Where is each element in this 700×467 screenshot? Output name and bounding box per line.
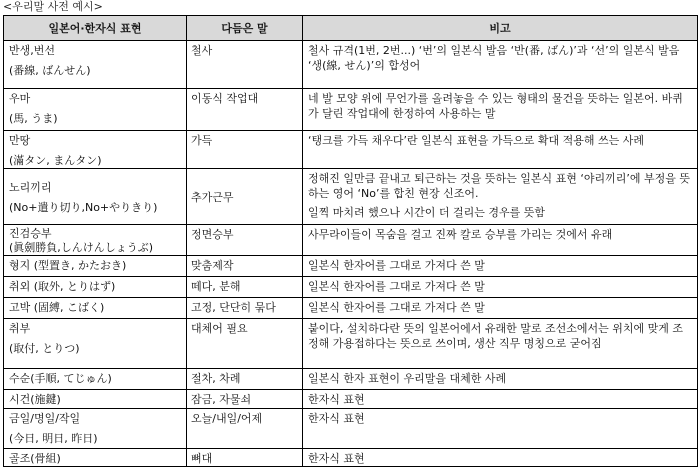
note-text: 일본식 한자어를 그대로 가져다 쓴 말: [308, 301, 485, 314]
term-origin: (番線, ばんせん): [9, 64, 91, 77]
term-word: 고박 (固縛, こばく): [9, 301, 105, 314]
note-text: 일본식 한자 표현이 우리말을 대체한 사례: [308, 372, 507, 385]
refined-cell: 절차, 차례: [187, 369, 303, 390]
note-text: 한자식 표현: [308, 412, 365, 425]
note-cell: [303, 449, 698, 467]
table-row: [4, 131, 698, 169]
table-row: [4, 256, 698, 277]
term-cell: [4, 449, 187, 467]
term-word: 취외 (取外, とりはず): [9, 280, 116, 293]
refined-cell: 떼다, 분해: [187, 277, 303, 298]
note-cell: [303, 169, 698, 225]
refined-cell: 오늘/내일/어제: [187, 409, 303, 449]
note-cell: [303, 41, 698, 89]
note-cell: [303, 298, 698, 319]
note-text: 한자식 표현: [308, 452, 365, 465]
table-row: [4, 225, 698, 256]
table-row: [4, 409, 698, 449]
term-origin: (今日, 明日, 昨日): [9, 432, 98, 445]
note-text: 사무라이들이 목숨을 걸고 진짜 칼로 승부를 가리는 것에서 유래: [308, 228, 613, 241]
note-text: 일찍 마치려 했으나 시간이 더 걸리는 경우를 뜻함: [308, 206, 545, 219]
table-caption: <우리말 사전 예시>: [3, 0, 103, 13]
term-word: 금일/명일/작일: [9, 412, 81, 425]
header-row: [4, 16, 698, 41]
term-cell: [4, 169, 187, 225]
term-cell: [4, 256, 187, 277]
note-cell: [303, 277, 698, 298]
term-cell: [4, 319, 187, 369]
term-origin: (馬, うま): [9, 112, 58, 125]
table-row: [4, 169, 698, 225]
note-text: 한자식 표현: [308, 393, 365, 406]
term-cell: [4, 298, 187, 319]
term-word: 진검승부: [9, 227, 52, 240]
note-cell: [303, 131, 698, 169]
note-cell: [303, 89, 698, 131]
term-word: 형지 (型置き, かたおき): [9, 259, 127, 272]
note-text: 일본식 한자어를 그대로 가져다 쓴 말: [308, 259, 485, 272]
table-row: [4, 41, 698, 89]
term-cell: [4, 409, 187, 449]
term-word: 시건(施鍵): [9, 393, 61, 406]
refined-cell: 추가근무: [187, 169, 303, 225]
note-text: 정해진 일만큼 끝내고 퇴근하는 것을 뜻하는 일본식 표현 ‘야리끼리’에 부정을 뜻하는 영어 ‘No’를 합친 현장 신조어.: [308, 172, 690, 200]
header-note: 비고: [303, 16, 698, 41]
term-origin: (No+遣り切り,No+やりきり): [9, 201, 158, 214]
note-text: 철사 규격(1번, 2번...) ‘번’의 일본식 발음 ‘반(番, ばん)’과 ‘선’의 일본식 발음 ‘생(線, せん)’의 합성어: [308, 44, 680, 72]
note-cell: [303, 409, 698, 449]
refined-cell: 가득: [187, 131, 303, 169]
term-word: 만땅: [9, 134, 31, 147]
term-cell: [4, 41, 187, 89]
note-text: 붙이다, 설치하다란 뜻의 일본어에서 유래한 말로 조선소에서는 위치에 맞게 조정해 가용접하다는 뜻으로 쓰이며, 생산 직무 명칭으로 굳어짐: [308, 322, 683, 350]
term-word: 수순(手順, てじゅん): [9, 372, 112, 385]
refined-cell: 고정, 단단히 묶다: [187, 298, 303, 319]
table-row: [4, 89, 698, 131]
term-cell: [4, 390, 187, 409]
table-row: [4, 298, 698, 319]
term-cell: [4, 225, 187, 256]
term-origin: (取付, とりつ): [9, 342, 80, 355]
refined-cell: 대체어 필요: [187, 319, 303, 369]
term-word: 반생,번선: [9, 44, 56, 57]
refined-cell: 이동식 작업대: [187, 89, 303, 131]
note-cell: [303, 256, 698, 277]
term-word: 취부: [9, 322, 31, 335]
note-cell: [303, 225, 698, 256]
refined-cell: 맞춤제작: [187, 256, 303, 277]
term-cell: [4, 89, 187, 131]
note-cell: [303, 390, 698, 409]
note-text: 네 발 모양 위에 무언가를 올려놓을 수 있는 형태의 물건을 뜻하는 일본어. 바퀴가 달린 작업대에 한정하여 사용하는 말: [308, 92, 683, 120]
note-text: 일본식 한자어를 그대로 가져다 쓴 말: [308, 280, 485, 293]
term-cell: [4, 369, 187, 390]
refined-cell: 철사: [187, 41, 303, 89]
table-row: [4, 390, 698, 409]
term-origin: (眞劍勝負,しんけんしょうぶ): [9, 241, 154, 254]
refined-cell: 정면승부: [187, 225, 303, 256]
term-word: 우마: [9, 92, 31, 105]
table-row: [4, 277, 698, 298]
term-cell: [4, 277, 187, 298]
table-row: [4, 449, 698, 467]
term-origin: (滿タン, まんタン): [9, 154, 102, 167]
refined-cell: 뼈대: [187, 449, 303, 467]
header-refined-term: 다듬은 말: [187, 16, 303, 41]
note-text: ‘탱크를 가득 채우다’란 일본식 표현을 가득으로 확대 적용해 쓰는 사례: [308, 134, 644, 147]
table-row: [4, 369, 698, 390]
term-word: 골조(骨組): [9, 452, 61, 465]
terms-table: [3, 15, 698, 467]
note-cell: [303, 319, 698, 369]
note-cell: [303, 369, 698, 390]
header-original-term: 일본어·한자식 표현: [4, 16, 187, 41]
table-row: [4, 319, 698, 369]
term-word: 노리끼리: [9, 181, 52, 194]
term-cell: [4, 131, 187, 169]
refined-cell: 잠금, 자물쇠: [187, 390, 303, 409]
